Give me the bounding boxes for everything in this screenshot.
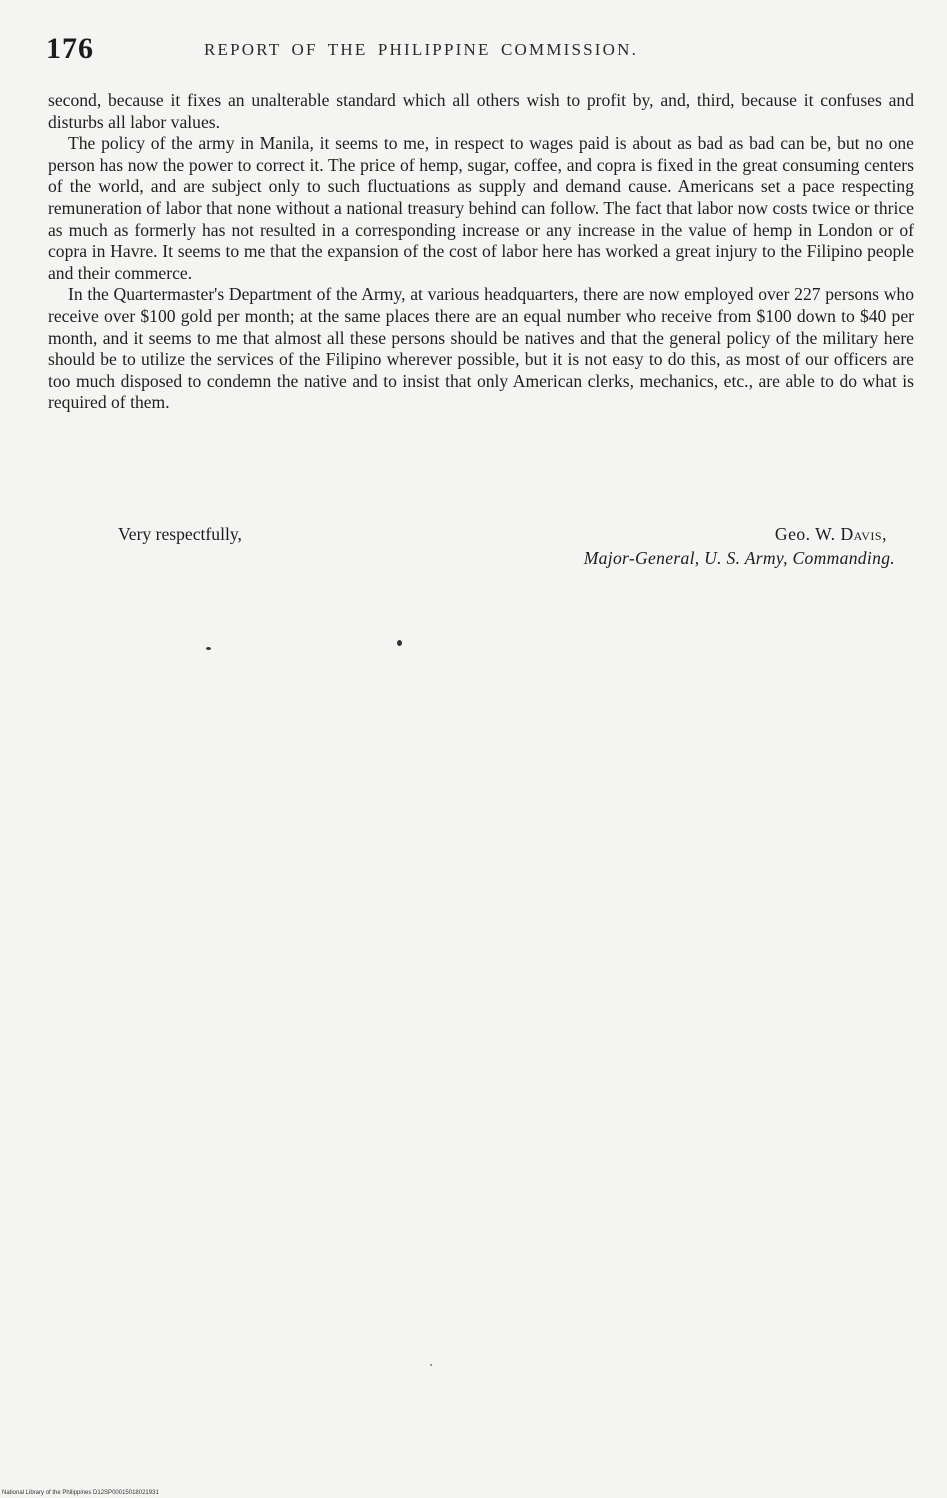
- signatory-surname: Davis,: [840, 524, 887, 544]
- closing-salutation: Very respectfully,: [118, 524, 242, 544]
- ink-speck: [397, 640, 402, 646]
- page-header: [46, 32, 906, 72]
- paragraph-army-wage-policy: The policy of the army in Manila, it seems to me, in respect to wages paid is about as bad as bad can be, but no one person has now the power to correct it. The price of hemp, sugar, coffee, and copra is fixed in the great consuming centers of the world, and are subject only to such fluctuations as supply and demand cause. Americans set a pace respecting remuneration of labor that none without a national treasury behind can follow. The fact that labor now costs twice or thrice as much as formerly has not resulted in a corresponding increase or any increase in the value of hemp in London or of copra in Havre. It seems to me that the expansion of the cost of labor here has worked a great injury to the Filipino people and their commerce.: [48, 133, 914, 283]
- digitization-stamp: National Library of the Philippines D12SP00015018021931: [2, 1490, 159, 1496]
- running-title: REPORT OF THE PHILIPPINE COMMISSION.: [204, 40, 639, 59]
- paragraph-continued: second, because it fixes an unalterable standard which all others wish to profit by, and, third, because it confuses and disturbs all labor values.: [48, 90, 914, 132]
- signatory-title: Major-General, U. S. Army, Commanding.: [583, 548, 895, 568]
- report-body: [48, 90, 914, 414]
- signatory-initials: Geo. W.: [774, 524, 841, 544]
- page-number: 176: [46, 32, 94, 65]
- ink-speck: [206, 647, 211, 650]
- paragraph-quartermaster-department: In the Quartermaster's Department of the Army, at various headquarters, there are now employed over 227 persons who receive over $100 gold per month; at the same places there are an equal number who receive from $100 down to $40 per month, and it seems to me that almost all these persons should be natives and that the general policy of the military here should be to utilize the services of the Filipino wherever possible, but it is not easy to do this, as most of our officers are too much disposed to condemn the native and to insist that only American clerks, mechanics, etc., are able to do what is required of them.: [48, 284, 914, 413]
- ink-speck: [430, 1364, 432, 1366]
- signature-name: [775, 524, 887, 545]
